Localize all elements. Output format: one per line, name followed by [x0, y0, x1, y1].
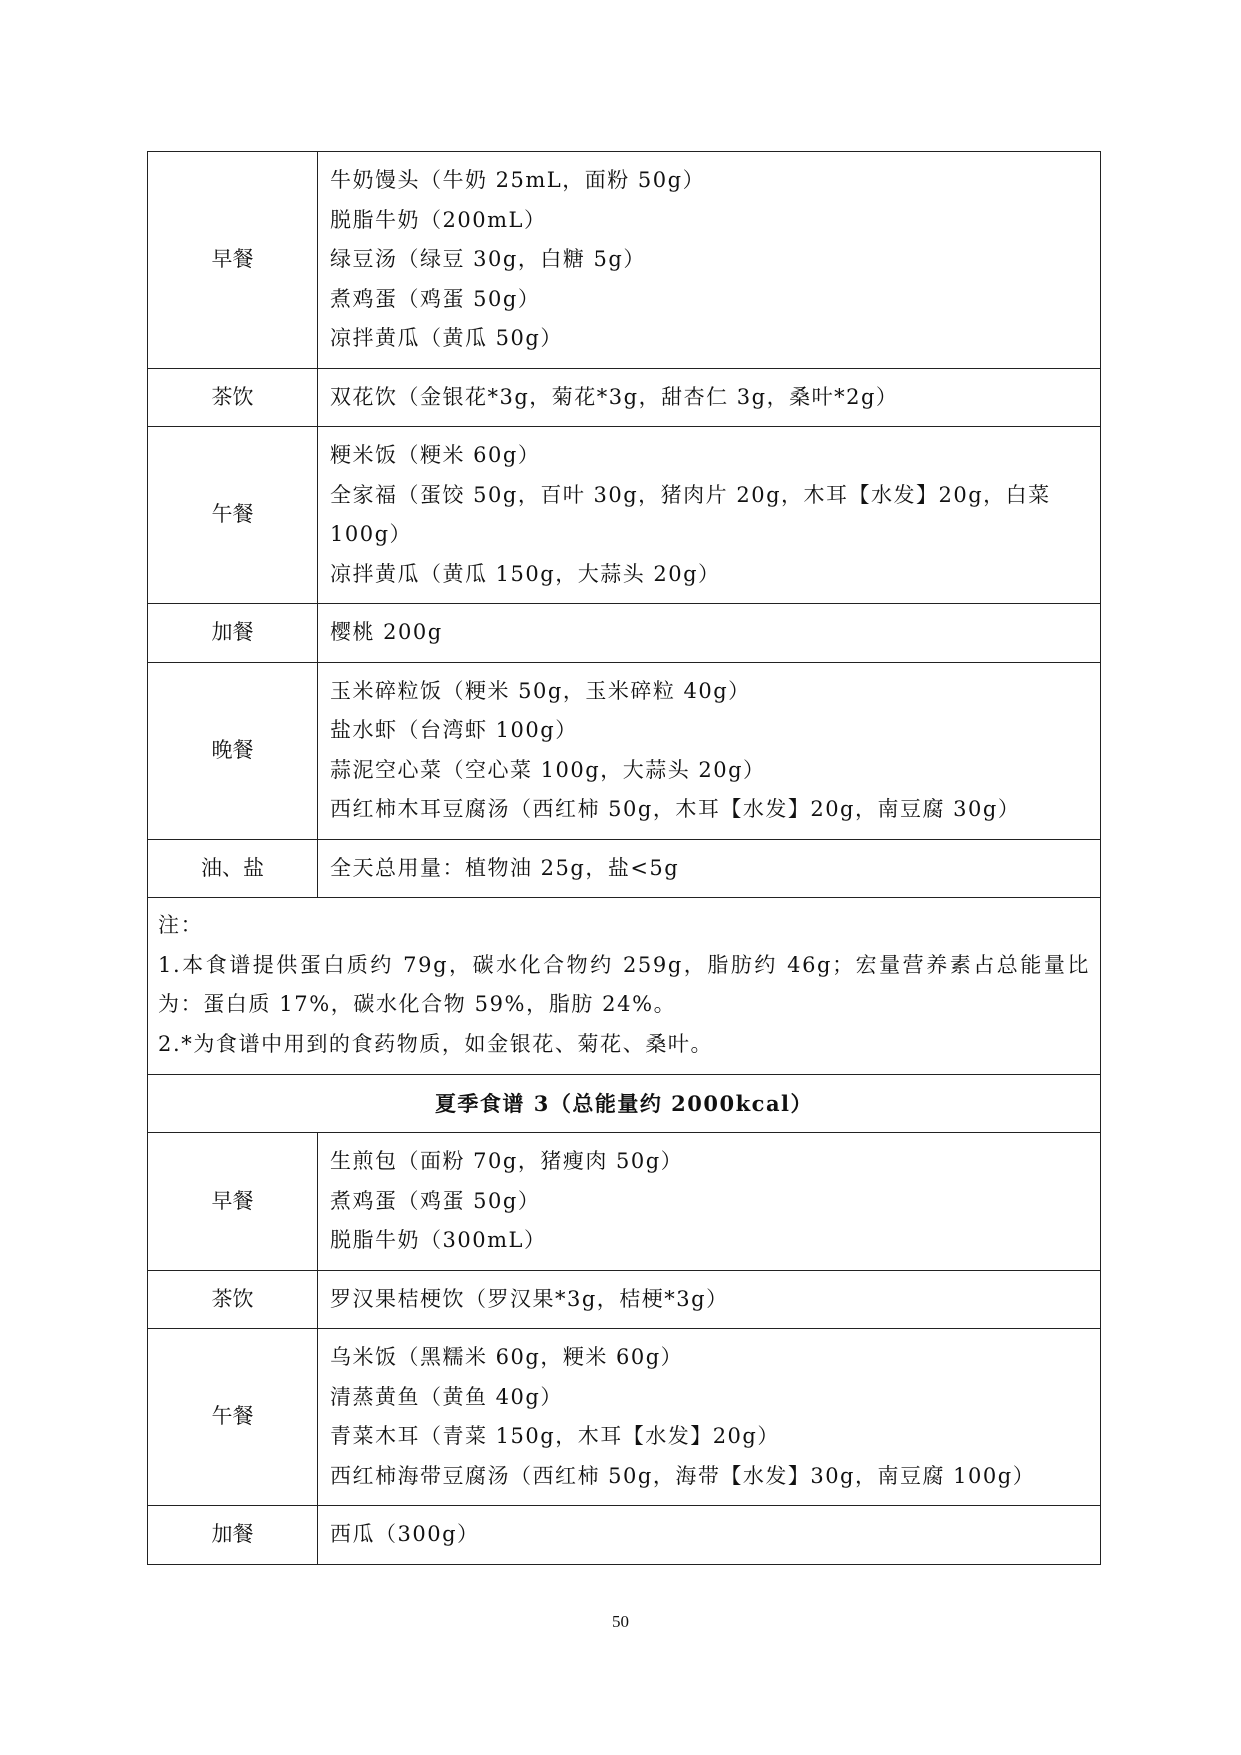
food-item: 全天总用量：植物油 25g，盐<5g: [330, 855, 680, 880]
food-item: 生煎包（面粉 70g，猪瘦肉 50g）: [330, 1149, 684, 1173]
meal-items: [318, 427, 1101, 604]
menu-table: [147, 151, 1101, 1565]
food-item: 粳米饭（粳米 60g）: [330, 443, 541, 467]
food-item: 西红柿海带豆腐汤（西红柿 50g，海带【水发】30g，南豆腐 100g）: [330, 1463, 1036, 1488]
meal-row-snack: [148, 604, 1101, 663]
meal-items: [318, 1329, 1101, 1506]
meal-label: 加餐: [148, 604, 318, 663]
food-item: 乌米饭（黑糯米 60g，粳米 60g）: [330, 1345, 684, 1369]
food-item: 凉拌黄瓜（黄瓜 50g）: [330, 326, 563, 350]
meal-label: 茶饮: [148, 368, 318, 427]
meal-row-snack: [148, 1506, 1101, 1565]
note-title: 注：: [158, 913, 204, 937]
food-item: 盐水虾（台湾虾 100g）: [330, 718, 578, 742]
meal-label: 早餐: [148, 1133, 318, 1271]
meal-row-breakfast: [148, 1133, 1101, 1271]
food-item: 牛奶馒头（牛奶 25mL，面粉 50g）: [330, 168, 706, 192]
food-item: 玉米碎粒饭（粳米 50g，玉米碎粒 40g）: [330, 678, 751, 703]
food-item: 绿豆汤（绿豆 30g，白糖 5g）: [330, 247, 646, 271]
food-item: 全家福（蛋饺 50g，百叶 30g，猪肉片 20g，木耳【水发】20g，白菜 100g）: [330, 482, 1051, 546]
food-item: 煮鸡蛋（鸡蛋 50g）: [330, 286, 541, 311]
meal-label: 午餐: [148, 1329, 318, 1506]
meal-row-dinner: [148, 662, 1101, 839]
meal-items: [318, 604, 1101, 663]
food-item: 凉拌黄瓜（黄瓜 150g，大蒜头 20g）: [330, 561, 721, 586]
food-item: 煮鸡蛋（鸡蛋 50g）: [330, 1188, 541, 1213]
section-title-row: [148, 1075, 1101, 1133]
note-item: 2.*为食谱中用到的食药物质，如金银花、菊花、桑叶。: [158, 1031, 714, 1056]
food-item: 蒜泥空心菜（空心菜 100g，大蒜头 20g）: [330, 757, 766, 782]
meal-label: 油、盐: [148, 839, 318, 898]
meal-row-tea: [148, 1270, 1101, 1329]
note-item: 1.本食谱提供蛋白质约 79g，碳水化合物约 259g，脂肪约 46g；宏量营养素占总能量比为：蛋白质 17%，碳水化合物 59%，脂肪 24%。: [158, 952, 1090, 1016]
meal-items: [318, 368, 1101, 427]
meal-row-oil-salt: [148, 839, 1101, 898]
meal-row-lunch: [148, 1329, 1101, 1506]
meal-label: 午餐: [148, 427, 318, 604]
food-item: 樱桃 200g: [330, 620, 443, 644]
meal-row-lunch: [148, 427, 1101, 604]
food-item: 罗汉果桔梗饮（罗汉果*3g，桔梗*3g）: [330, 1286, 729, 1311]
food-item: 青菜木耳（青菜 150g，木耳【水发】20g）: [330, 1424, 780, 1448]
food-item: 清蒸黄鱼（黄鱼 40g）: [330, 1384, 563, 1409]
meal-label: 加餐: [148, 1506, 318, 1565]
note: [148, 898, 1101, 1075]
food-item: 脱脂牛奶（200mL）: [330, 207, 547, 232]
meal-items: [318, 1270, 1101, 1329]
meal-row-tea: [148, 368, 1101, 427]
food-item: 西瓜（300g）: [330, 1522, 480, 1546]
meal-items: [318, 1506, 1101, 1565]
meal-items: [318, 839, 1101, 898]
food-item: 双花饮（金银花*3g，菊花*3g，甜杏仁 3g，桑叶*2g）: [330, 384, 899, 409]
meal-items: [318, 662, 1101, 839]
meal-label: 早餐: [148, 152, 318, 369]
meal-row-breakfast: [148, 152, 1101, 369]
note-row: [148, 898, 1101, 1075]
meal-label: 茶饮: [148, 1270, 318, 1329]
food-item: 脱脂牛奶（300mL）: [330, 1228, 547, 1252]
section-title: 夏季食谱 3（总能量约 2000kcal）: [148, 1075, 1101, 1133]
page-number: 50: [612, 1612, 629, 1631]
meal-items: [318, 152, 1101, 369]
meal-items: [318, 1133, 1101, 1271]
food-item: 西红柿木耳豆腐汤（西红柿 50g，木耳【水发】20g，南豆腐 30g）: [330, 797, 1021, 821]
meal-label: 晚餐: [148, 662, 318, 839]
